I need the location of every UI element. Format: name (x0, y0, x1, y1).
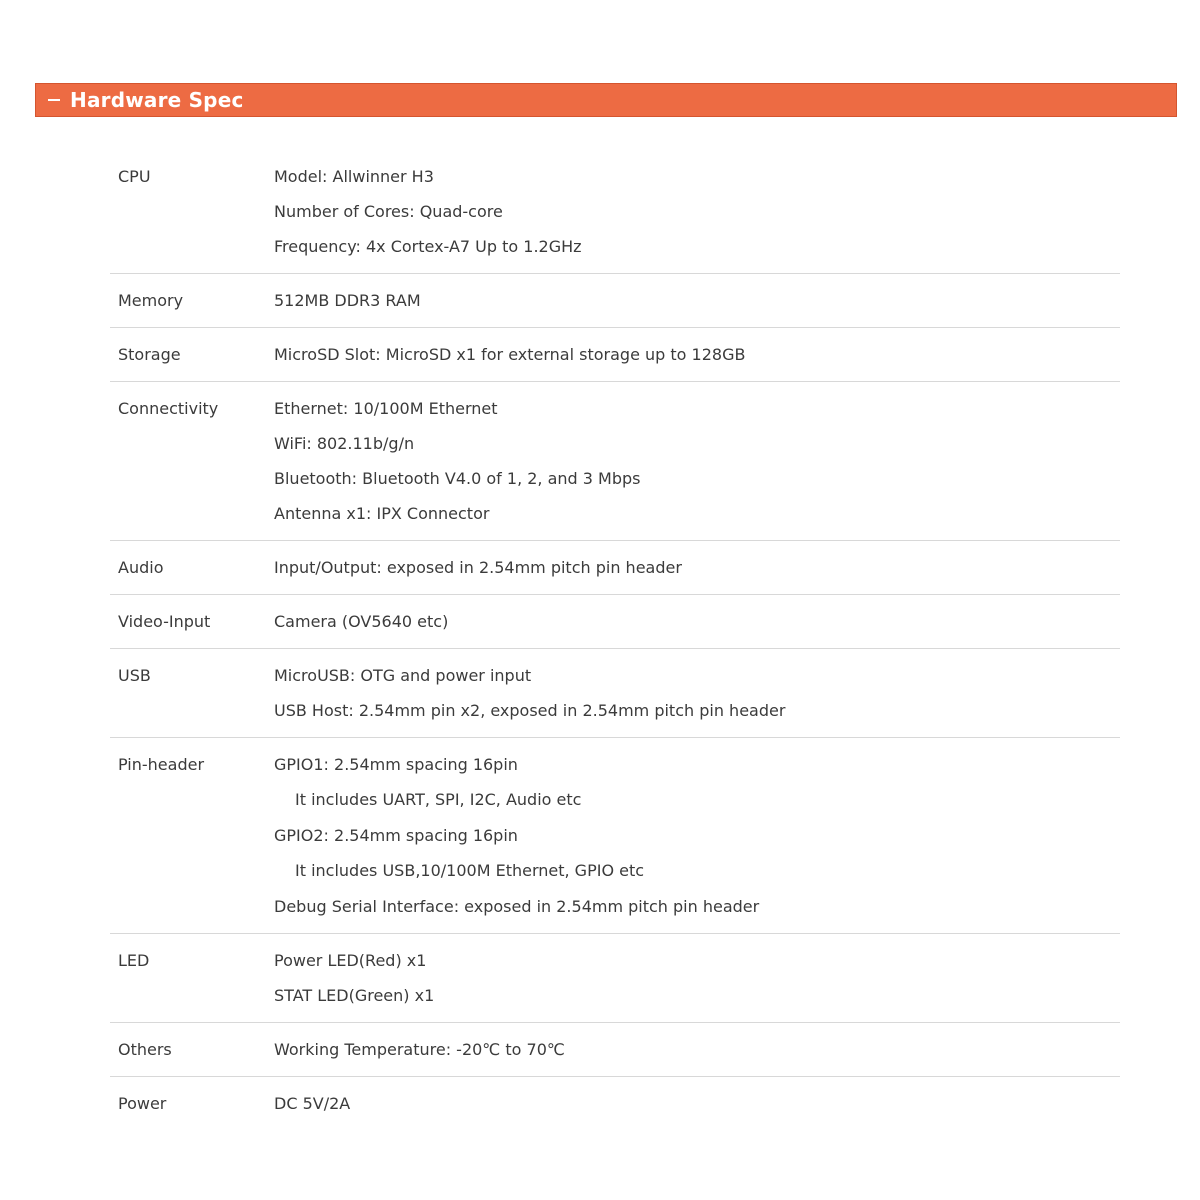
spec-value: 512MB DDR3 RAM (274, 291, 421, 310)
spec-label: LED (118, 951, 150, 970)
spec-label: Pin-header (118, 755, 205, 774)
spec-value: USB Host: 2.54mm pin x2, exposed in 2.54mm pitch pin header (274, 701, 786, 720)
spec-row-usb (110, 649, 1120, 738)
minus-icon[interactable] (48, 99, 60, 101)
spec-row-memory (110, 274, 1120, 328)
spec-values (274, 604, 1120, 639)
spec-row-cpu (110, 150, 1120, 274)
spec-values (274, 283, 1120, 318)
section-title: Hardware Spec (70, 88, 244, 112)
spec-values (274, 337, 1120, 372)
spec-value-indented: It includes UART, SPI, I2C, Audio etc (295, 790, 582, 809)
spec-value-indented: It includes USB,10/100M Ethernet, GPIO etc (295, 861, 645, 880)
spec-row-video-input (110, 595, 1120, 649)
spec-value: DC 5V/2A (274, 1094, 351, 1113)
spec-values (274, 658, 1120, 728)
spec-row-storage (110, 328, 1120, 382)
spec-label: USB (118, 666, 151, 685)
spec-row-others (110, 1023, 1120, 1077)
spec-value: Camera (OV5640 etc) (274, 612, 449, 631)
spec-value: STAT LED(Green) x1 (274, 986, 435, 1005)
spec-value: Ethernet: 10/100M Ethernet (274, 399, 498, 418)
spec-values (274, 1086, 1120, 1121)
spec-value: MicroSD Slot: MicroSD x1 for external storage up to 128GB (274, 345, 746, 364)
spec-value: Power LED(Red) x1 (274, 951, 427, 970)
spec-values (274, 943, 1120, 1013)
spec-values (274, 1032, 1120, 1067)
spec-row-pin-header (110, 738, 1120, 934)
spec-value: MicroUSB: OTG and power input (274, 666, 532, 685)
spec-value: Bluetooth: Bluetooth V4.0 of 1, 2, and 3 Mbps (274, 469, 641, 488)
spec-label: Others (118, 1040, 172, 1059)
spec-values (274, 747, 1120, 924)
spec-label: CPU (118, 167, 151, 186)
spec-value: GPIO1: 2.54mm spacing 16pin (274, 755, 518, 774)
spec-value: Input/Output: exposed in 2.54mm pitch pin header (274, 558, 682, 577)
spec-label: Video-Input (118, 612, 211, 631)
spec-label: Connectivity (118, 399, 219, 418)
spec-row-power (110, 1077, 1120, 1130)
spec-label: Storage (118, 345, 181, 364)
spec-label: Audio (118, 558, 164, 577)
spec-row-led (110, 934, 1120, 1023)
spec-value: Number of Cores: Quad-core (274, 202, 503, 221)
hardware-spec-header[interactable] (35, 83, 1177, 117)
spec-value: Antenna x1: IPX Connector (274, 504, 490, 523)
spec-row-connectivity (110, 382, 1120, 541)
spec-values (274, 159, 1120, 264)
spec-value: Model: Allwinner H3 (274, 167, 434, 186)
spec-value: WiFi: 802.11b/g/n (274, 434, 415, 453)
spec-value: Debug Serial Interface: exposed in 2.54mm pitch pin header (274, 897, 760, 916)
spec-values (274, 550, 1120, 585)
spec-value: Working Temperature: -20℃ to 70℃ (274, 1040, 565, 1059)
spec-table (110, 150, 1120, 1130)
spec-label: Memory (118, 291, 184, 310)
spec-value: GPIO2: 2.54mm spacing 16pin (274, 826, 518, 845)
spec-value: Frequency: 4x Cortex-A7 Up to 1.2GHz (274, 237, 582, 256)
spec-values (274, 391, 1120, 531)
spec-label: Power (118, 1094, 167, 1113)
spec-row-audio (110, 541, 1120, 595)
